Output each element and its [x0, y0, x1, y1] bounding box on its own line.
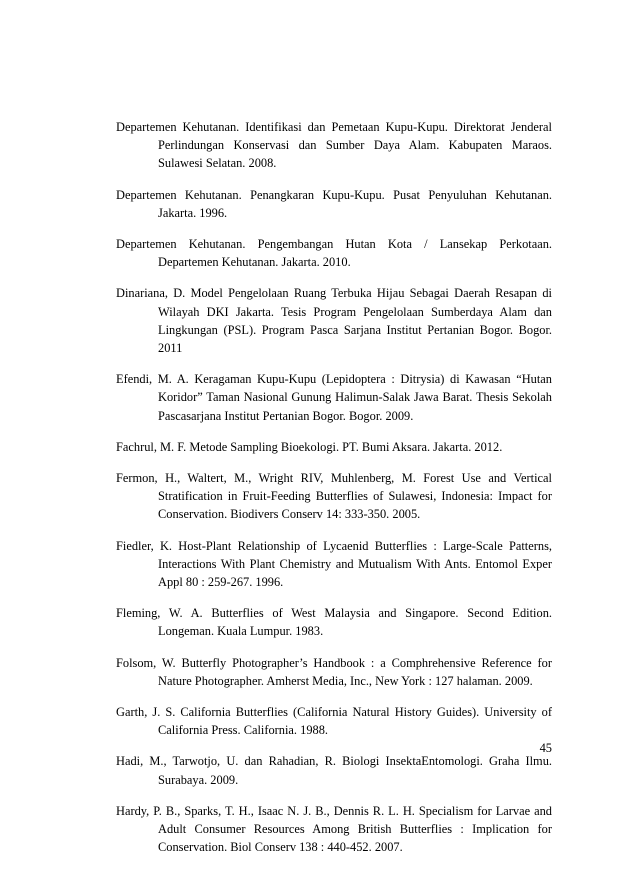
reference-entry: Fiedler, K. Host-Plant Relationship of Lycaenid Butterflies : Large-Scale Patterns, Interactions With Plant Chemistry and Mutualism With Ants. Entomol Exper Appl 80 : 259-267. 1996. — [116, 538, 552, 590]
reference-entry: Dinariana, D. Model Pengelolaan Ruang Terbuka Hijau Sebagai Daerah Resapan di Wilayah DKI Jakarta. Tesis Program Pengelolaan Sumberdaya Alam dan Lingkungan (PSL). Program Pasca Sarjana Institut Pertanian Bogor. Bogor. 2011 — [116, 286, 552, 356]
reference-entry: Fleming, W. A. Butterflies of West Malaysia and Singapore. Second Edition. Longeman. Kuala Lumpur. 1983. — [116, 606, 552, 639]
reference-entry: Efendi, M. A. Keragaman Kupu-Kupu (Lepidoptera : Ditrysia) di Kawasan “Hutan Koridor” Taman Nasional Gunung Halimun-Salak Jawa Barat. Thesis Sekolah Pascasarjana Institut Pertanian Bogor. Bogor. 2009. — [116, 372, 552, 423]
page-number: 45 — [539, 741, 552, 755]
reference-entry: Hadi, M., Tarwotjo, U. dan Rahadian, R. Biologi InsektaEntomologi. Graha Ilmu. Surabaya. 2009. — [116, 754, 552, 787]
reference-entry: Garth, J. S. California Butterflies (California Natural History Guides). University of California Press. California. 1988. — [116, 705, 552, 738]
reference-entry: Departemen Kehutanan. Penangkaran Kupu-Kupu. Pusat Penyuluhan Kehutanan. Jakarta. 1996. — [116, 187, 552, 220]
reference-entry: Folsom, W. Butterfly Photographer’s Handbook : a Comphrehensive Reference for Nature Photographer. Amherst Media, Inc., New York : 127 halaman. 2009. — [116, 655, 552, 688]
reference-entry: Hardy, P. B., Sparks, T. H., Isaac N. J. B., Dennis R. L. H. Specialism for Larvae and Adult Consumer Resources Among British Butterflies : Implication for Conservation. Biol Conserv 138 : 440-452. 2007. — [116, 803, 552, 855]
reference-entry: Fermon, H., Waltert, M., Wright RIV, Muhlenberg, M. Forest Use and Vertical Stratification in Fruit-Feeding Butterflies of Sulawesi, Indonesia: Impact for Conservation. Biodivers Conserv 14: 333-350. 2005. — [116, 471, 552, 522]
reference-entry: Fachrul, M. F. Metode Sampling Bioekologi. PT. Bumi Aksara. Jakarta. 2012. — [116, 439, 503, 454]
reference-entry: Departemen Kehutanan. Pengembangan Hutan Kota / Lansekap Perkotaan. Departemen Kehutanan. Jakarta. 2010. — [116, 237, 552, 270]
reference-list — [116, 118, 552, 870]
reference-entry: Departemen Kehutanan. Identifikasi dan Pemetaan Kupu-Kupu. Direktorat Jenderal Perlindungan Konservasi dan Sumber Daya Alam. Kabupaten Maraos. Sulawesi Selatan. 2008. — [116, 120, 552, 171]
